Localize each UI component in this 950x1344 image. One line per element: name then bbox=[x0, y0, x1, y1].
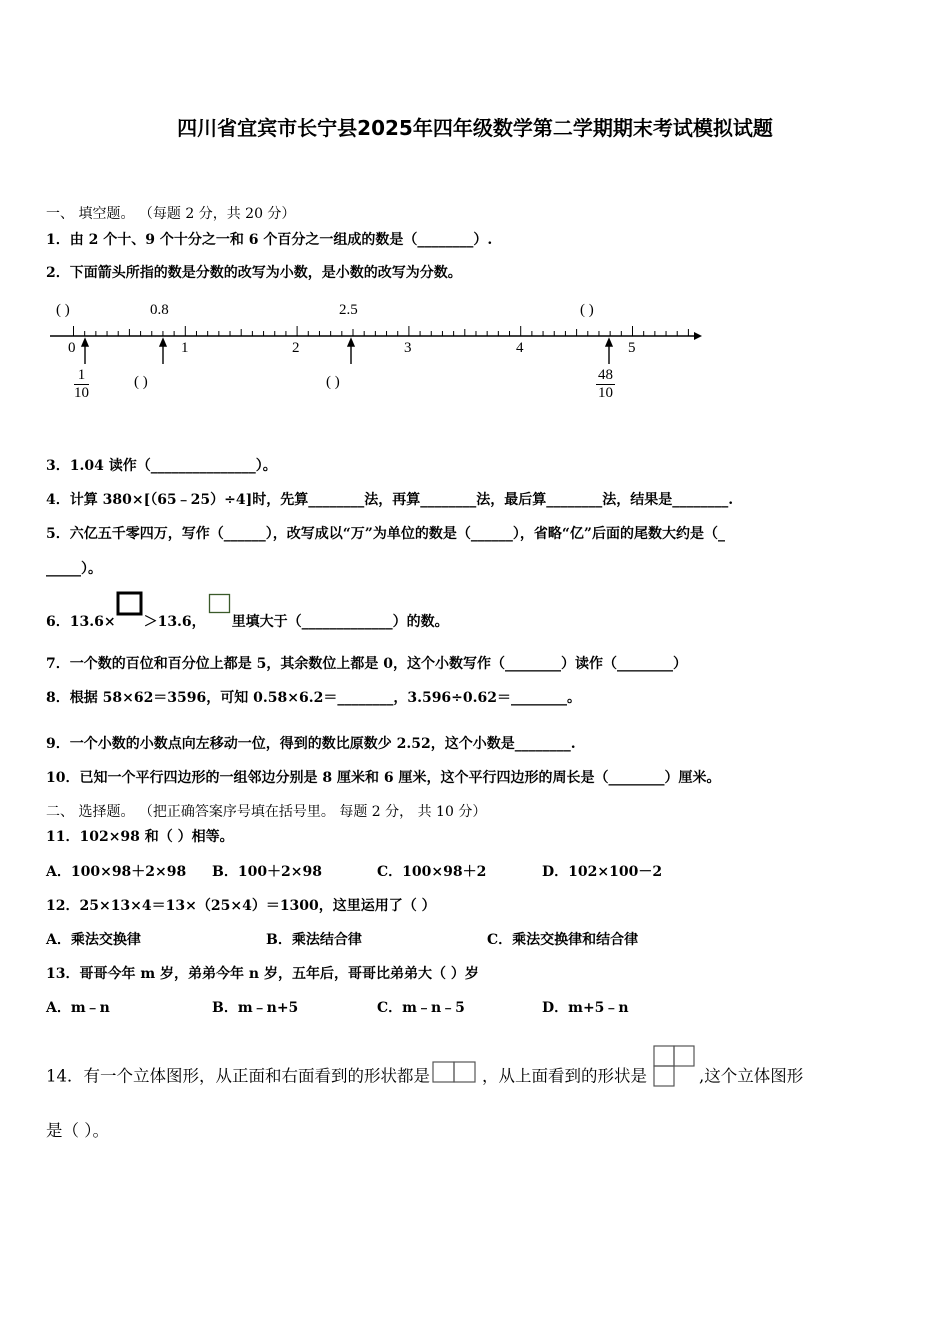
fraction-denominator: 10 bbox=[74, 385, 89, 401]
square-box-bold-icon bbox=[116, 591, 144, 621]
section1-header: 一、 填空题。 （每题 2 分，共 20 分） bbox=[46, 206, 296, 222]
question-13: 13．哥哥今年 m 岁，弟弟今年 n 岁，五年后，哥哥比弟弟大（ ）岁 bbox=[46, 966, 479, 982]
bottom-blank-1: ( ) bbox=[134, 374, 148, 390]
q13-option-a: A．m﹣n bbox=[46, 1000, 110, 1016]
axis-label-5: 5 bbox=[628, 340, 636, 356]
fraction-numerator: 48 bbox=[598, 367, 613, 383]
two-squares-side-view-icon bbox=[432, 1060, 478, 1088]
q13-option-d: D．m+5﹣n bbox=[542, 1000, 629, 1016]
question-3: 3．1.04 读作（_______________）。 bbox=[46, 458, 277, 474]
question-8: 8．根据 58×62＝3596，可知 0.58×6.2＝________，3.596÷0.62＝________。 bbox=[46, 690, 582, 706]
q13-option-c: C．m﹣n﹣5 bbox=[377, 1000, 465, 1016]
axis-label-0: 0 bbox=[68, 340, 76, 356]
top-label-2-5: 2.5 bbox=[339, 302, 358, 318]
fraction-denominator: 10 bbox=[598, 385, 613, 401]
l-shape-top-view-icon bbox=[653, 1045, 697, 1093]
fraction-1-10 bbox=[74, 367, 89, 402]
axis-label-4: 4 bbox=[516, 340, 524, 356]
axis-arrow bbox=[694, 332, 702, 340]
question-6 bbox=[46, 591, 449, 630]
question-5-cont: _____）。 bbox=[46, 561, 102, 577]
top-blank-right: ( ) bbox=[580, 302, 594, 318]
question-7: 7．一个数的百位和百分位上都是 5，其余数位上都是 0，这个小数写作（________）读作（________） bbox=[46, 656, 687, 672]
q6-part-b: ＞13.6， bbox=[143, 614, 206, 630]
q13-option-b: B．m﹣n+5 bbox=[212, 1000, 299, 1016]
page-title: 四川省宜宾市长宁县2025年四年级数学第二学期期末考试模拟试题 bbox=[177, 116, 773, 140]
question-9: 9．一个小数的小数点向左移动一位，得到的数比原数少 2.52，这个小数是________. bbox=[46, 736, 576, 752]
axis-label-1: 1 bbox=[181, 340, 189, 356]
question-11: 11．102×98 和（ ）相等。 bbox=[46, 829, 234, 845]
question-4: 4．计算 380×[（65﹣25）÷4]时，先算________法，再算________法，最后算________法，结果是________. bbox=[46, 492, 734, 508]
pointer-arrows bbox=[82, 339, 612, 364]
q14-part-b: ，从上面看到的形状是 bbox=[482, 1066, 647, 1086]
q14-part-c: ,这个立体图形 bbox=[699, 1066, 804, 1086]
question-1: 1．由 2 个十、9 个十分之一和 6 个百分之一组成的数是（________）. bbox=[46, 232, 493, 248]
q11-option-c: C．100×98＋2 bbox=[377, 864, 487, 880]
fraction-numerator: 1 bbox=[74, 367, 89, 385]
q14-part-a: 14．有一个立体图形，从正面和右面看到的形状都是 bbox=[46, 1066, 430, 1086]
q12-option-b: B．乘法结合律 bbox=[266, 932, 362, 948]
q11-option-a: A．100×98＋2×98 bbox=[46, 864, 187, 880]
question-14 bbox=[46, 1053, 803, 1101]
question-14-cont: 是（ ）。 bbox=[46, 1121, 109, 1140]
q6-part-c: 里填大于（_____________）的数。 bbox=[231, 614, 449, 630]
axis-label-3: 3 bbox=[404, 340, 412, 356]
q11-option-b: B．100＋2×98 bbox=[212, 864, 323, 880]
axis-label-2: 2 bbox=[292, 340, 300, 356]
question-10: 10．已知一个平行四边形的一组邻边分别是 8 厘米和 6 厘米，这个平行四边形的周长是（________）厘米。 bbox=[46, 770, 721, 786]
top-blank-left: ( ) bbox=[56, 302, 70, 318]
question-2: 2．下面箭头所指的数是分数的改写为小数，是小数的改写为分数。 bbox=[46, 265, 462, 281]
section2-header: 二、 选择题。 （把正确答案序号填在括号里。 每题 2 分， 共 10 分） bbox=[46, 804, 487, 820]
q11-option-d: D．102×100－2 bbox=[542, 864, 663, 880]
question-5: 5．六亿五千零四万，写作（______），改写成以“万”为单位的数是（______），省略“亿”后面的尾数大约是（_ bbox=[46, 526, 725, 542]
question-12: 12．25×13×4＝13×（25×4）＝1300，这里运用了（ ） bbox=[46, 898, 436, 914]
top-label-0-8: 0.8 bbox=[150, 302, 169, 318]
q12-option-a: A．乘法交换律 bbox=[46, 932, 141, 948]
fraction-48-10 bbox=[596, 367, 615, 402]
axis-ticks bbox=[74, 326, 689, 336]
square-box-icon bbox=[208, 593, 232, 619]
q12-option-c: C．乘法交换律和结合律 bbox=[487, 932, 639, 948]
bottom-blank-2: ( ) bbox=[326, 374, 340, 390]
q6-part-a: 6．13.6× bbox=[46, 614, 116, 630]
